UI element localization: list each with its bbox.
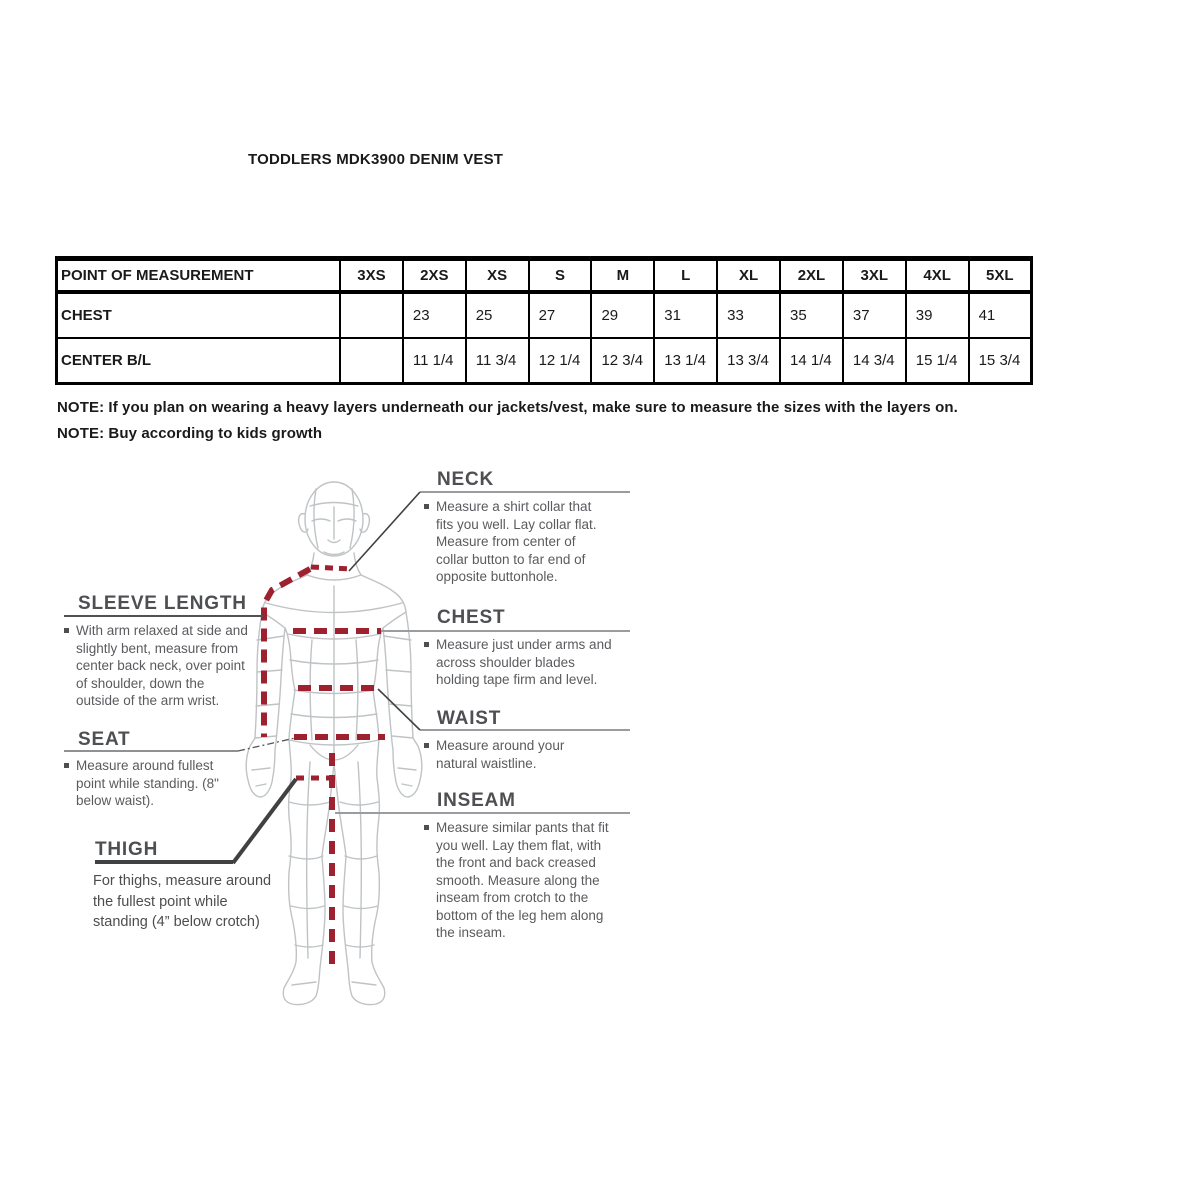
column-header-size: L [654, 259, 717, 293]
measurement-cell: 13 3/4 [717, 338, 780, 384]
waist-description: Measure around your natural waistline. [424, 737, 586, 772]
thigh-pointer [233, 779, 296, 863]
measurement-cell: 12 1/4 [529, 338, 592, 384]
column-header-size: 2XS [403, 259, 466, 293]
neck-description: Measure a shirt collar that fits you well. Lay collar flat. Measure from center of collar button to far end of opposite buttonhole. [424, 498, 608, 586]
measurement-cell: 15 3/4 [969, 338, 1032, 384]
measurement-cell: 33 [717, 292, 780, 338]
measurement-cell: 23 [403, 292, 466, 338]
bullet-square-icon [424, 642, 429, 647]
measurement-cell: 12 3/4 [591, 338, 654, 384]
bullet-square-icon [64, 763, 69, 768]
table-row [57, 292, 1032, 338]
column-header-size: M [591, 259, 654, 293]
measurement-cell: 41 [969, 292, 1032, 338]
column-header-size: XS [466, 259, 529, 293]
measurement-cell: 31 [654, 292, 717, 338]
page-title: TODDLERS MDK3900 DENIM VEST [248, 151, 504, 168]
neck-heading: NECK [437, 469, 495, 490]
bullet-square-icon [64, 628, 69, 633]
thigh-heading: THIGH [95, 839, 159, 860]
note-kids-growth: NOTE: Buy according to kids growth [57, 425, 323, 442]
measurement-cell [340, 338, 403, 384]
neck-pointer [349, 492, 420, 571]
seat-pointer [238, 738, 295, 751]
row-label: CENTER B/L [57, 338, 341, 384]
bullet-square-icon [424, 825, 429, 830]
inseam-heading: INSEAM [437, 790, 516, 811]
measurement-cell: 14 1/4 [780, 338, 843, 384]
measurement-cell: 39 [906, 292, 969, 338]
bullet-square-icon [424, 743, 429, 748]
sleeve-length-heading: SLEEVE LENGTH [78, 593, 247, 614]
measurement-cell: 37 [843, 292, 906, 338]
note-layers: NOTE: If you plan on wearing a heavy layers underneath our jackets/vest, make sure to measure the sizes with the layers on. [57, 399, 958, 416]
column-header-size: 3XL [843, 259, 906, 293]
seat-heading: SEAT [78, 729, 131, 750]
measurement-cell: 27 [529, 292, 592, 338]
sleeve-length-description: With arm relaxed at side and slightly bent, measure from center back neck, over point of shoulder, down the outside of the arm wrist. [64, 622, 248, 710]
inseam-description: Measure similar pants that fit you well. Lay them flat, with the front and back creased smooth. Measure along the inseam from crotch to the bottom of the leg hem along the inseam. [424, 819, 612, 942]
measurement-cell: 11 1/4 [403, 338, 466, 384]
measurement-cell: 29 [591, 292, 654, 338]
bullet-square-icon [424, 504, 429, 509]
measurement-cell: 35 [780, 292, 843, 338]
neck-dash-line [311, 567, 352, 569]
waist-heading: WAIST [437, 708, 502, 729]
column-header-size: 4XL [906, 259, 969, 293]
thigh-description: For thighs, measure around the fullest point while standing (4” below crotch) [93, 873, 272, 930]
measurement-cell: 25 [466, 292, 529, 338]
measurement-cell: 14 3/4 [843, 338, 906, 384]
size-chart-body [57, 292, 1032, 384]
measurement-cell: 13 1/4 [654, 338, 717, 384]
chest-description: Measure just under arms and across shoulder blades holding tape firm and level. [424, 636, 612, 689]
measurement-cell [340, 292, 403, 338]
measurement-cell: 11 3/4 [466, 338, 529, 384]
column-header-size: S [529, 259, 592, 293]
size-chart-header [57, 259, 1032, 293]
measurement-cell: 15 1/4 [906, 338, 969, 384]
waist-pointer [378, 689, 420, 730]
seat-description: Measure around fullest point while standing. (8" below waist). [64, 757, 231, 810]
column-header-size: 5XL [969, 259, 1032, 293]
size-chart [55, 256, 1033, 385]
column-header-pom: POINT OF MEASUREMENT [57, 259, 341, 293]
chest-heading: CHEST [437, 607, 506, 628]
column-header-size: 2XL [780, 259, 843, 293]
measurement-dash-lines [264, 567, 385, 965]
size-chart-table [55, 256, 1033, 385]
column-header-size: 3XS [340, 259, 403, 293]
column-header-size: XL [717, 259, 780, 293]
sleeve-dash-line [264, 569, 310, 737]
table-row [57, 338, 1032, 384]
row-label: CHEST [57, 292, 341, 338]
